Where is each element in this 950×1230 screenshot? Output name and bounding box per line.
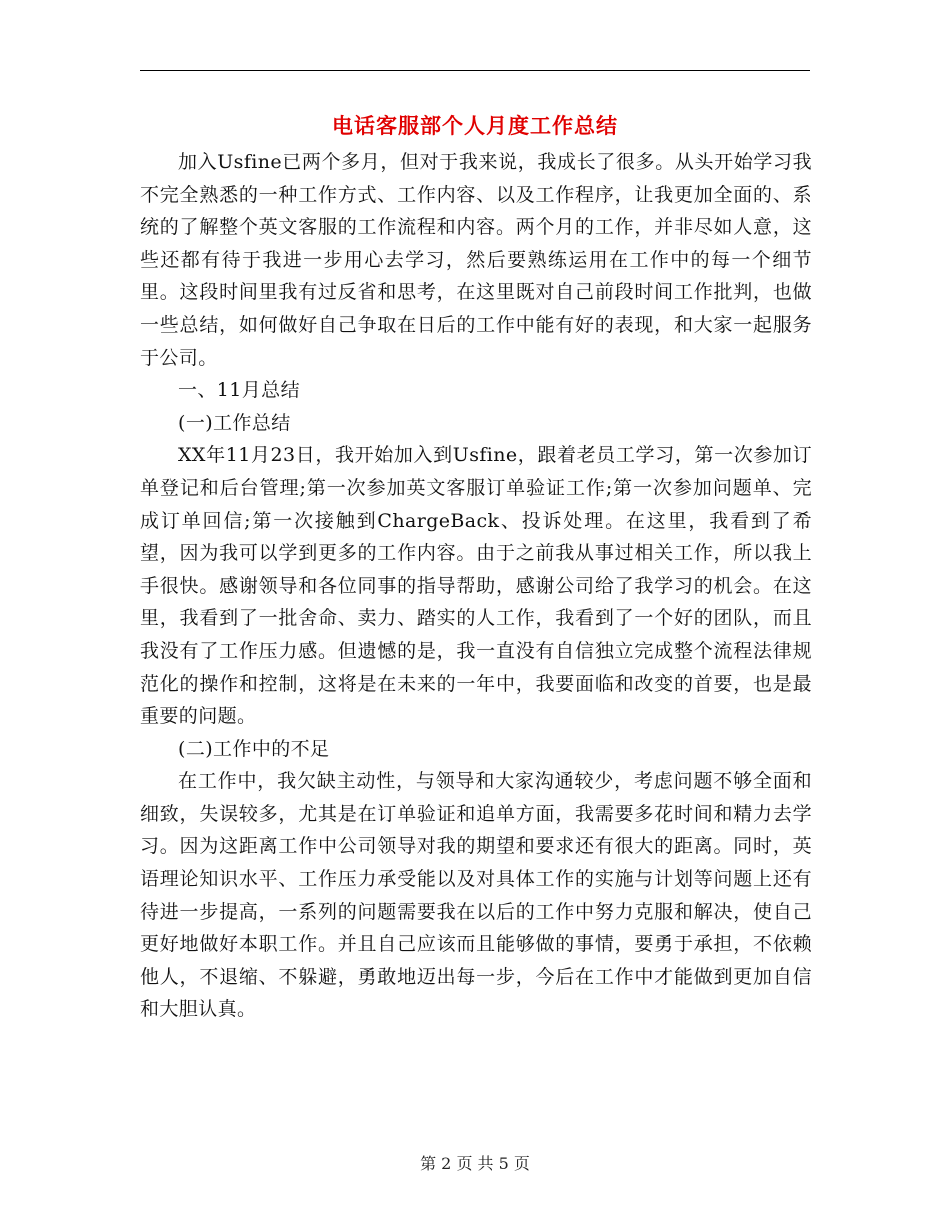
shortcomings-paragraph: 在工作中，我欠缺主动性，与领导和大家沟通较少，考虑问题不够全面和细致，失误较多，尤其是在订单验证和追单方面，我需要多花时间和精力去学习。因为这距离工作中公司领导对我的期望和要求还有很大的距离。同时，英语理论知识水平、工作压力承受能以及对具体工作的实施与计划等问题上还有待进一步提高，一系列的问题需要我在以后的工作中努力克服和解决，使自己更好地做好本职工作。并且自己应该而且能够做的事情，要勇于承担，不依赖他人，不退缩、不躲避，勇敢地迈出每一步，今后在工作中才能做到更加自信和大胆认真。 (140, 770, 812, 1021)
document-body (140, 146, 812, 1026)
header-rule (140, 70, 810, 71)
work-summary-paragraph: XX年11月23日，我开始加入到Usfine，跟着老员工学习，第一次参加订单登记和后台管理;第一次参加英文客服订单验证工作;第一次参加问题单、完成订单回信;第一次接触到ChargeBack、投诉处理。在这里，我看到了希望，因为我可以学到更多的工作内容。由于之前我从事过相关工作，所以我上手很快。感谢领导和各位同事的指导帮助，感谢公司给了我学习的机会。在这里，我看到了一批舍命、卖力、踏实的人工作，我看到了一个好的团队，而且我没有了工作压力感。但遗憾的是，我一直没有自信独立完成整个流程法律规范化的操作和控制，这将是在未来的一年中，我要面临和改变的首要，也是最重要的问题。 (140, 444, 812, 728)
section-heading-november: 一、11月总结 (178, 379, 300, 402)
intro-paragraph: 加入Usfine已两个多月，但对于我来说，我成长了很多。从头开始学习我不完全熟悉的一种工作方式、工作内容、以及工作程序，让我更加全面的、系统的了解整个英文客服的工作流程和内容。两个月的工作，并非尽如人意，这些还都有待于我进一步用心去学习，然后要熟练运用在工作中的每一个细节里。这段时间里我有过反省和思考，在这里既对自己前段时间工作批判，也做一些总结，如何做好自己争取在日后的工作中能有好的表现，和大家一起服务于公司。 (140, 151, 812, 369)
page-footer: 第 2 页 共 5 页 (420, 1154, 530, 1173)
subsection-heading-shortcomings: (二)工作中的不足 (178, 737, 330, 760)
subsection-heading-work-summary: (一)工作总结 (178, 411, 291, 434)
page-title: 电话客服部个人月度工作总结 (332, 113, 618, 138)
